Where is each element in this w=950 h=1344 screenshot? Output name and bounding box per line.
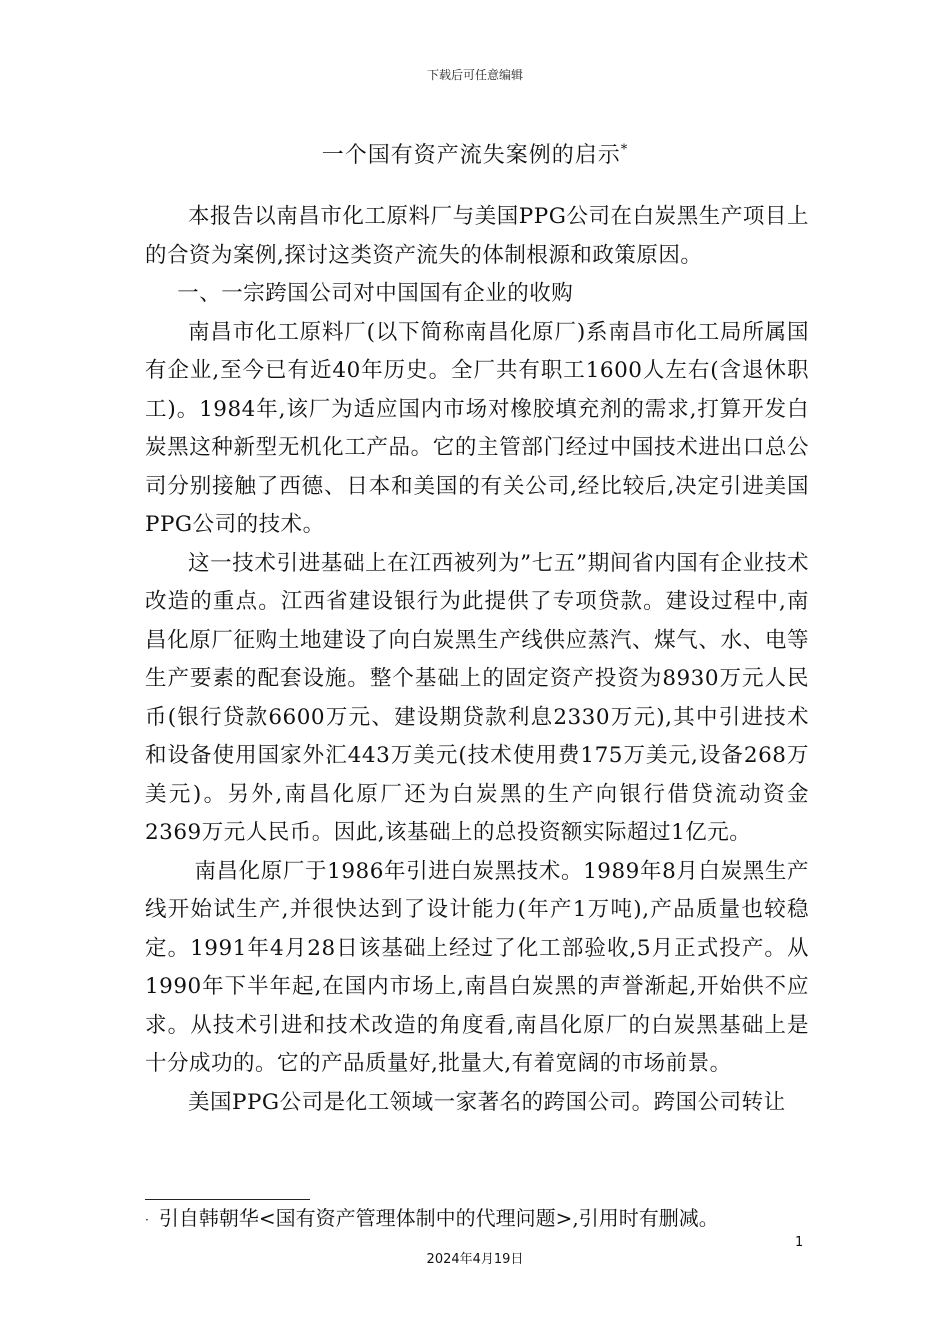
footnote — [145, 1203, 825, 1235]
document-body — [145, 198, 809, 1122]
header-note: 下载后可任意编辑 — [426, 68, 523, 82]
title-footnote-mark: * — [620, 142, 629, 158]
paragraph: 这一技术引进基础上在江西被列为”七五”期间省内国有企业技术改造的重点。江西省建设银行为此提供了专项贷款。建设过程中,南昌化原厂征购土地建设了向白炭黑生产线供应蒸汽、煤气、水、电等生产要素的配套设施。整个基础上的固定资产投资为8930万元人民币(银行贷款6600万元、建设期贷款利息2330万元),其中引进技术和设备使用国家外汇443万美元(技术使用费175万美元,设备268万美元)。另外,南昌化原厂还为白炭黑的生产向银行借贷流动资金2369万元人民币。因此,该基础上的总投资额实际超过1亿元。 — [145, 550, 809, 845]
footer-date: 2024年4月19日 — [426, 1252, 524, 1267]
page-number: 1 — [795, 1235, 804, 1250]
section-heading: 一、一宗跨国公司对中国国有企业的收购 — [177, 281, 574, 306]
document-title — [0, 138, 950, 169]
paragraph: 美国PPG公司是化工领域一家著名的跨国公司。跨国公司转让 — [188, 1089, 786, 1115]
title-text: 一个国有资产流失案例的启示 — [321, 143, 621, 168]
paragraph: 南昌化原厂于1986年引进白炭黑技术。1989年8月白炭黑生产线开始试生产,并很快达到了设计能力(年产1万吨),产品质量也较稳定。1991年4月28日该基础上经过了化工部验收,5月正式投产。从1990年下半年起,在国内市场上,南昌白炭黑的声誉渐起,开始供不应求。从技术引进和技术改造的角度看,南昌化原厂的白炭黑基础上是十分成功的。它的产品质量好,批量大,有着宽阔的市场前景。 — [145, 858, 809, 1076]
footnote-mark: · — [145, 1212, 149, 1227]
paragraph: 南昌市化工原料厂(以下简称南昌化原厂)系南昌市化工局所属国有企业,至今已有近40年历史。全厂共有职工1600人左右(含退休职工)。1984年,该厂为适应国内市场对橡胶填充剂的需求,打算开发白炭黑这种新型无机化工产品。它的主管部门经过中国技术进出口总公司分别接触了西德、日本和美国的有关公司,经比较后,决定引进美国PPG公司的技术。 — [145, 319, 809, 537]
footnote-divider — [145, 1199, 310, 1200]
paragraph-intro: 本报告以南昌市化工原料厂与美国PPG公司在白炭黑生产项目上的合资为案例,探讨这类资产流失的体制根源和政策原因。 — [145, 204, 809, 268]
footnote-text: 引自韩朝华<国有资产管理体制中的代理问题>,引用时有删减。 — [158, 1206, 719, 1230]
